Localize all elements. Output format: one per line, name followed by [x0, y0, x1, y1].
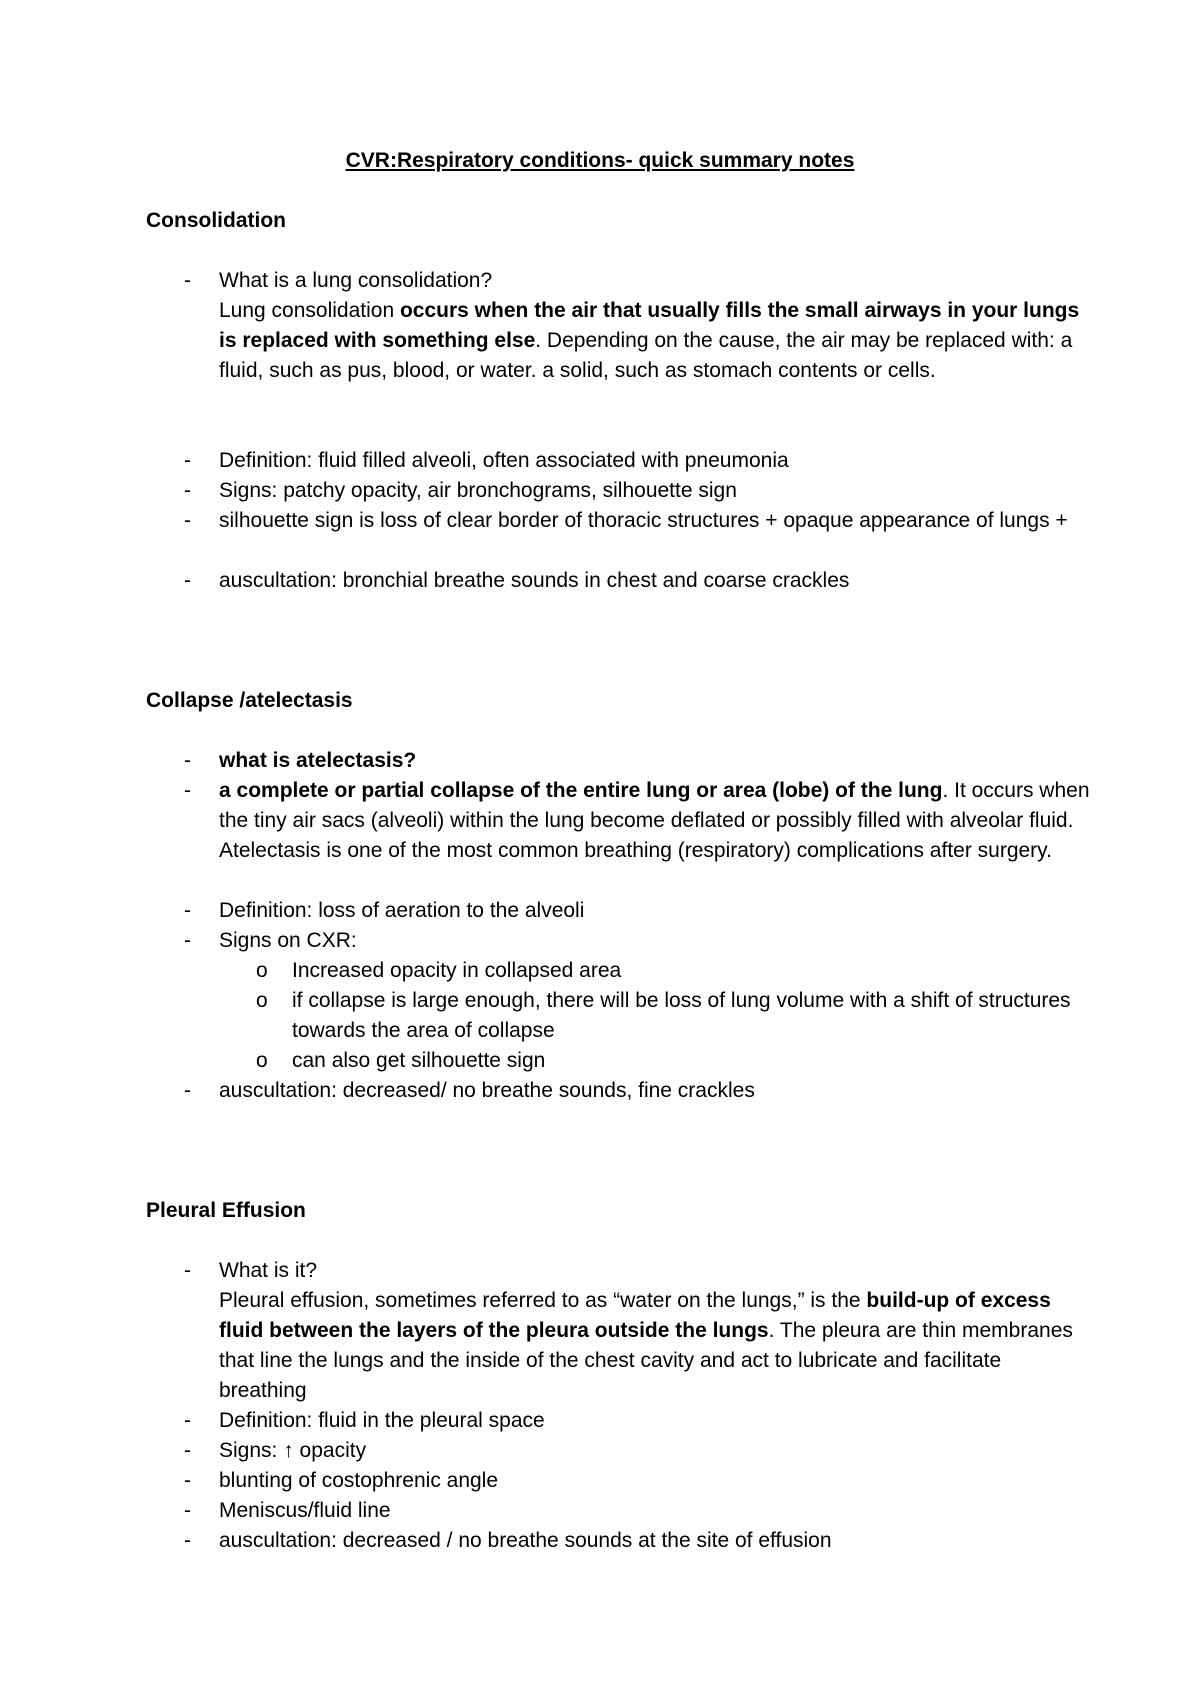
section-heading-consolidation: Consolidation: [146, 209, 286, 232]
text-run: Pleural effusion, sometimes referred to as “water on the lungs,” is the: [219, 1289, 867, 1312]
item-text: Signs: patchy opacity, air bronchograms, silhouette sign: [219, 479, 737, 502]
item-text: Definition: loss of aeration to the alveoli: [219, 899, 585, 922]
dash-bullet: -: [184, 269, 191, 292]
dash-bullet: -: [184, 899, 191, 922]
dash-bullet: -: [184, 569, 191, 592]
item-text: if collapse is large enough, there will be loss of lung volume with a shift of structures towards the area of collapse: [292, 989, 1071, 1042]
section-heading-collapse: Collapse /atelectasis: [146, 689, 353, 712]
item-text: Signs: ↑ opacity: [219, 1439, 367, 1462]
bold-text-run: occurs when the air that usually fills the small airways in your lungs is replaced with something else: [219, 299, 1080, 352]
dash-bullet: -: [184, 779, 191, 802]
circle-bullet: o: [256, 989, 268, 1012]
bold-text-run: a complete or partial collapse of the entire lung or area (lobe) of the lung: [219, 779, 943, 802]
dash-bullet: -: [184, 749, 191, 772]
dash-bullet: -: [184, 479, 191, 502]
bold-text-run: build-up of excess fluid between the layers of the pleura outside the lungs: [219, 1289, 1051, 1342]
dash-bullet: -: [184, 1079, 191, 1102]
item-text: Definition: fluid filled alveoli, often associated with pneumonia: [219, 449, 789, 472]
dash-bullet: -: [184, 1529, 191, 1552]
item-text: can also get silhouette sign: [292, 1049, 546, 1072]
item-text: Meniscus/fluid line: [219, 1499, 391, 1522]
text-run: . It occurs when the tiny air sacs (alveoli) within the lung become deflated or possibly filled with alveolar fluid. Atelectasis is one of the most common breathing (respiratory) complications after surgery.: [219, 779, 1090, 862]
dash-bullet: -: [184, 1469, 191, 1492]
dash-bullet: -: [184, 449, 191, 472]
document-title: CVR:Respiratory conditions- quick summary notes: [345, 149, 855, 172]
item-text: [219, 776, 1109, 866]
item-text: Signs on CXR:: [219, 929, 357, 952]
dash-bullet: -: [184, 509, 191, 532]
circle-bullet: o: [256, 1049, 268, 1072]
item-text: Definition: fluid in the pleural space: [219, 1409, 545, 1432]
item-text: What is a lung consolidation?: [219, 269, 493, 292]
item-text: silhouette sign is loss of clear border of thoracic structures + opaque appearance of lungs +: [219, 509, 1068, 532]
dash-bullet: -: [184, 1439, 191, 1462]
item-text: auscultation: decreased/ no breathe sounds, fine crackles: [219, 1079, 755, 1102]
section-heading-pleural-effusion: Pleural Effusion: [146, 1199, 306, 1222]
dash-bullet: -: [184, 1409, 191, 1432]
text-run: Lung consolidation: [219, 299, 400, 322]
text-run: . The pleura are thin membranes that line the lungs and the inside of the chest cavity and act to lubricate and facilitate breathing: [219, 1319, 1073, 1402]
item-text: auscultation: bronchial breathe sounds in chest and coarse crackles: [219, 569, 850, 592]
item-text: auscultation: decreased / no breathe sounds at the site of effusion: [219, 1529, 832, 1552]
consolidation-explanation: [219, 296, 1089, 386]
item-text: blunting of costophrenic angle: [219, 1469, 499, 1492]
circle-bullet: o: [256, 959, 268, 982]
dash-bullet: -: [184, 1499, 191, 1522]
item-text: What is it?: [219, 1259, 318, 1282]
effusion-explanation: [219, 1286, 1089, 1406]
text-run: . Depending on the cause, the air may be replaced with: a fluid, such as pus, blood, or water. a solid, such as stomach contents or cells.: [219, 329, 1073, 382]
item-text: Increased opacity in collapsed area: [292, 959, 622, 982]
dash-bullet: -: [184, 929, 191, 952]
item-text: what is atelectasis?: [219, 749, 417, 772]
dash-bullet: -: [184, 1259, 191, 1282]
